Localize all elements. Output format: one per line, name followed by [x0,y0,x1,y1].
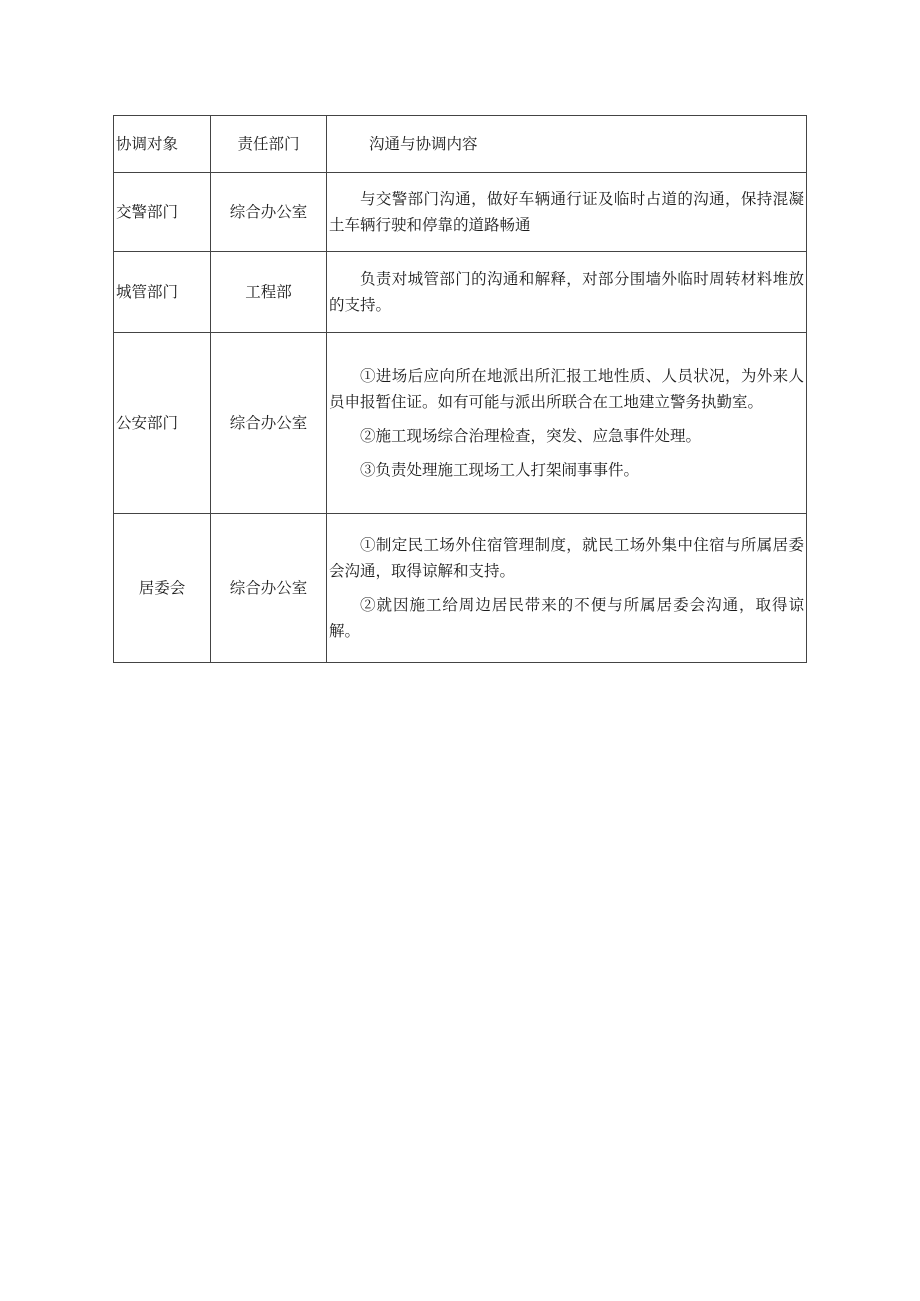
row-content [327,514,807,663]
row-content [327,173,807,252]
content-paragraph: ①制定民工场外住宿管理制度，就民工场外集中住宿与所属居委会沟通，取得谅解和支持。 [329,536,804,580]
header-content: 沟通与协调内容 [327,116,807,173]
row-object: 公安部门 [114,333,211,514]
row-dept: 综合办公室 [211,173,327,252]
header-dept: 责任部门 [211,116,327,173]
row-object: 城管部门 [114,252,211,333]
content-paragraph: 与交警部门沟通，做好车辆通行证及临时占道的沟通，保持混凝土车辆行驶和停靠的道路畅通 [329,190,804,234]
table-header-row [114,116,807,173]
row-dept: 工程部 [211,252,327,333]
row-content [327,252,807,333]
content-paragraph: ①进场后应向所在地派出所汇报工地性质、人员状况，为外来人员申报暂住证。如有可能与派出所联合在工地建立警务执勤室。 [329,367,804,411]
row-dept: 综合办公室 [211,514,327,663]
coordination-table [113,115,807,663]
table-row [114,514,807,663]
header-object: 协调对象 [114,116,211,173]
table-row [114,333,807,514]
row-dept: 综合办公室 [211,333,327,514]
content-paragraph: 负责对城管部门的沟通和解释，对部分围墙外临时周转材料堆放的支持。 [329,270,804,314]
row-content [327,333,807,514]
table-row [114,173,807,252]
row-object: 交警部门 [114,173,211,252]
content-paragraph: ②施工现场综合治理检查，突发、应急事件处理。 [360,427,702,445]
content-paragraph: ②就因施工给周边居民带来的不便与所属居委会沟通，取得谅解。 [329,596,804,640]
content-paragraph: ③负责处理施工现场工人打架闹事事件。 [360,461,640,479]
row-object: 居委会 [114,514,211,663]
table-row [114,252,807,333]
